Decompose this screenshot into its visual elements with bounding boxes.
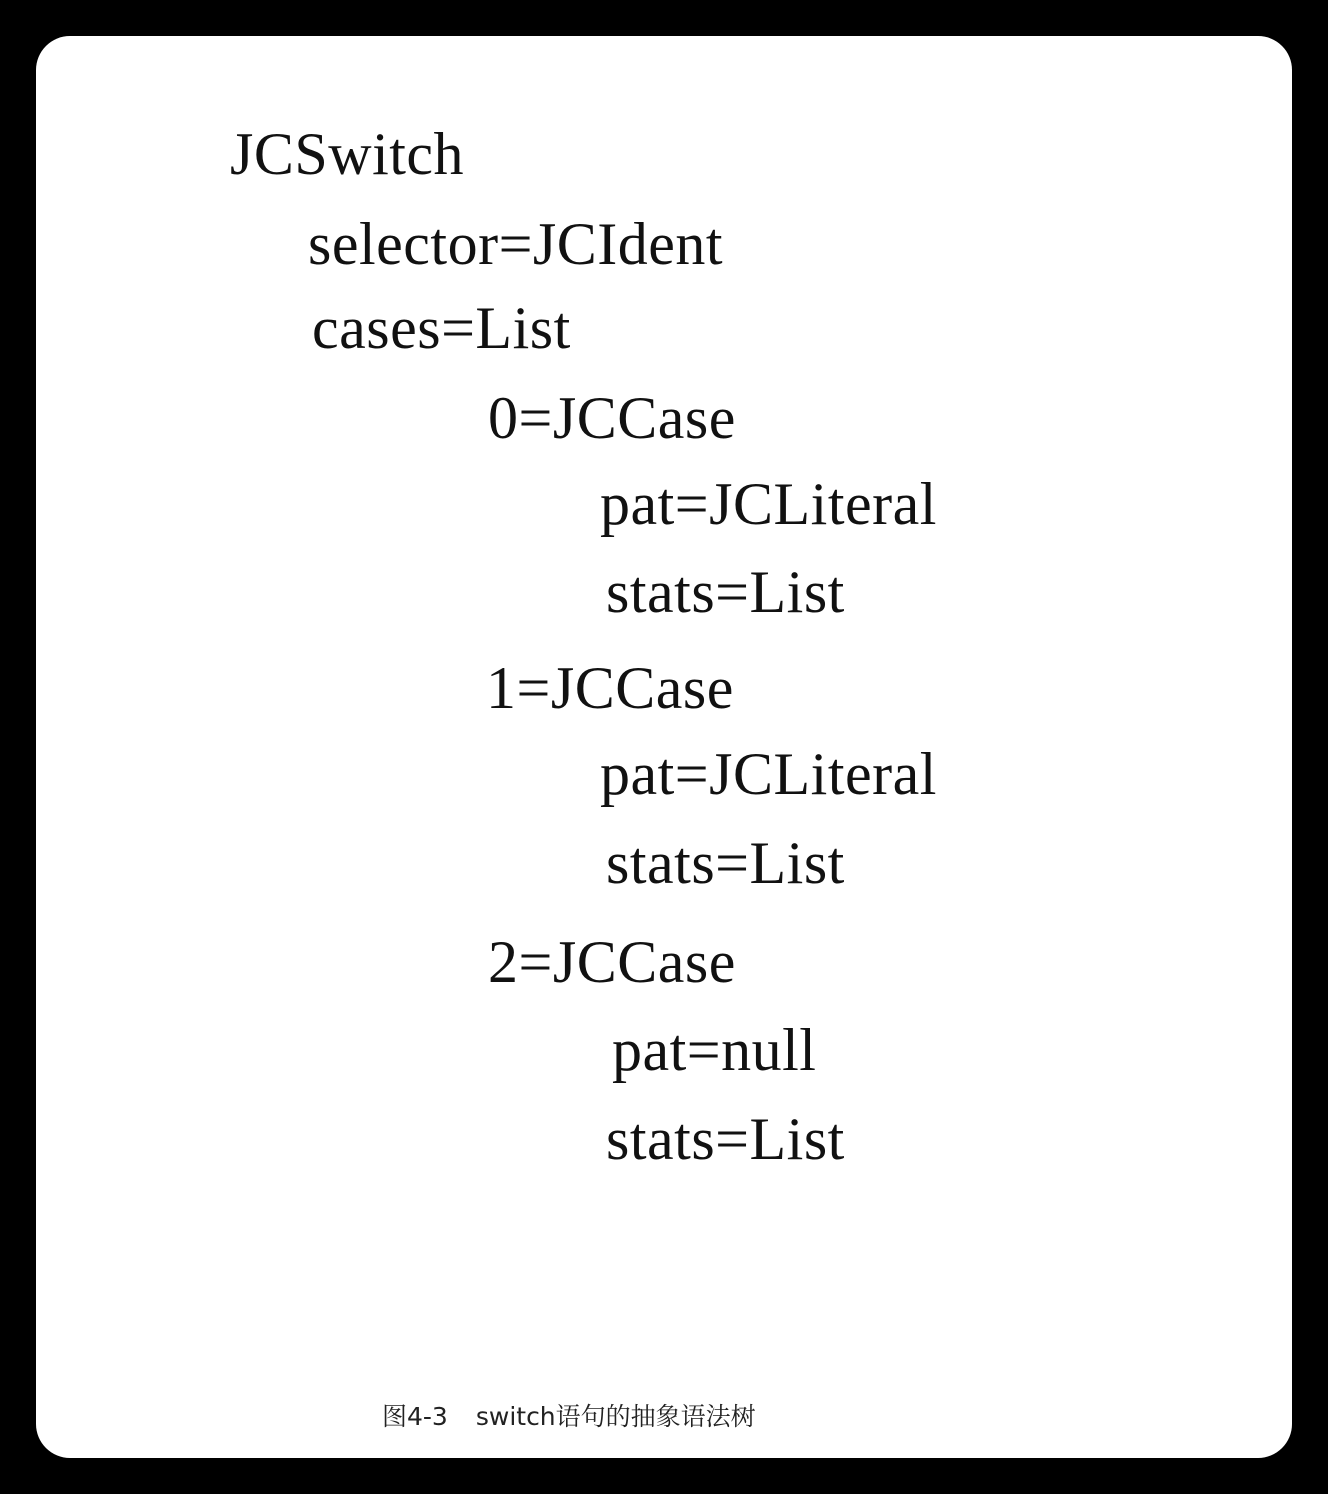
case-1-pat: pat=JCLiteral: [600, 741, 937, 807]
case-2-stats: stats=List: [606, 1106, 845, 1172]
tree-cases: cases=List: [312, 295, 571, 361]
tree-selector: selector=JCIdent: [308, 211, 724, 277]
case-1-stats: stats=List: [606, 830, 845, 896]
case-2-pat: pat=null: [612, 1017, 817, 1083]
case-0-pat: pat=JCLiteral: [600, 471, 937, 537]
case-1-label: 1=JCCase: [486, 655, 734, 721]
case-0-stats: stats=List: [606, 559, 845, 625]
tree-root: JCSwitch: [230, 121, 465, 187]
figure-frame: [36, 36, 1292, 1458]
case-0-label: 0=JCCase: [488, 385, 736, 451]
case-2-label: 2=JCCase: [488, 929, 736, 995]
figure-caption: [382, 1404, 756, 1429]
caption-text: switch语句的抽象语法树: [475, 1402, 756, 1431]
caption-figure-number: 图4-3: [382, 1402, 448, 1431]
